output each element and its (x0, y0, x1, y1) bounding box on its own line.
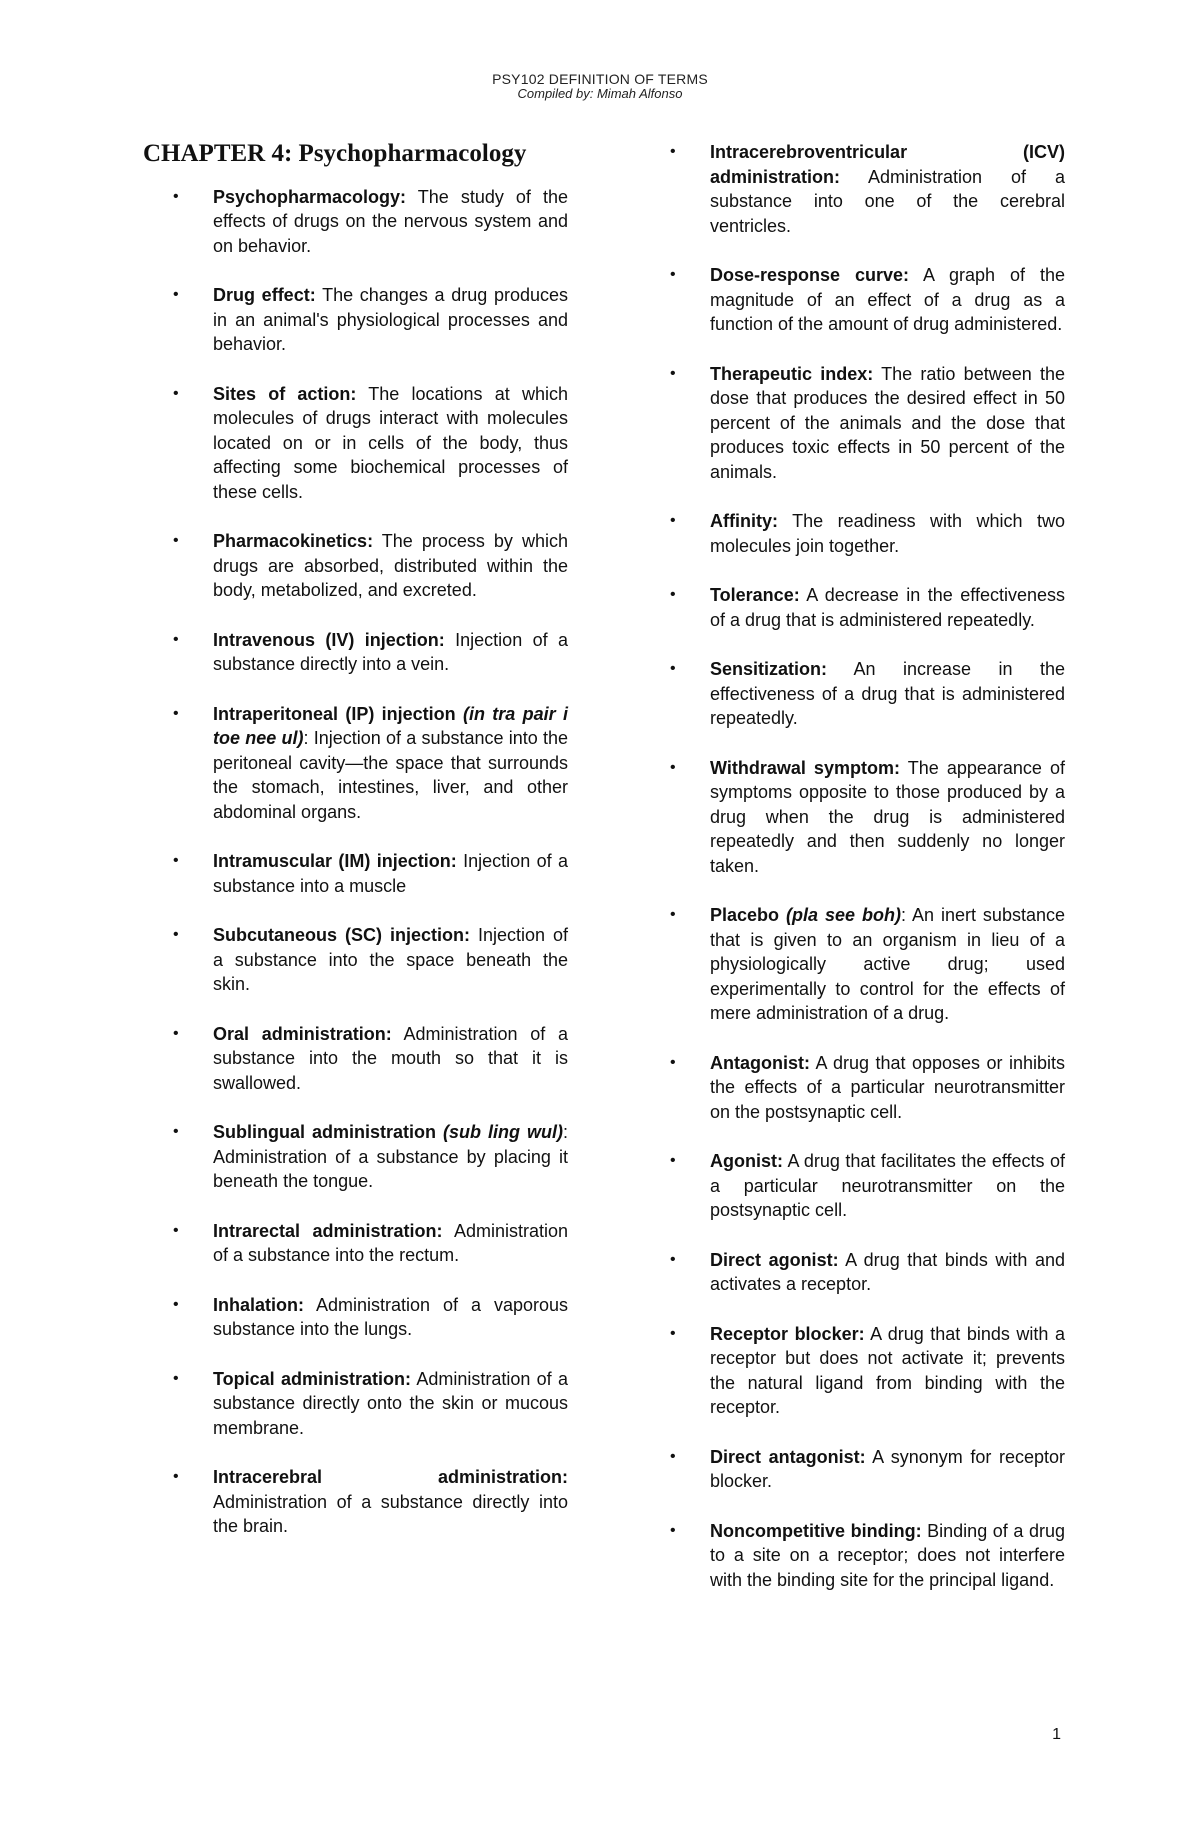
bullet-icon: • (670, 1447, 676, 1465)
term-definition: Administration of a substance into the mouth so that it is swallowed. (213, 1023, 568, 1093)
term-definition: Injection of a substance into a muscle (213, 851, 568, 896)
term-definition: The locations at which molecules of drugs interact with molecules located on or in cells of the body, thus affecting some biochemical processes of these cells. (213, 383, 568, 502)
term-label: Direct agonist: (710, 1249, 839, 1270)
term-label: Pharmacokinetics: (213, 531, 374, 552)
right-term-list (640, 140, 1065, 1592)
term-definition: A drug that opposes or inhibits the effects of a particular neurotransmitter on the postsynaptic cell. (710, 1052, 1065, 1122)
term-entry (143, 1219, 568, 1268)
term-definition: A drug that binds with a receptor but does not activate it; prevents the natural ligand from binding with the receptor. (710, 1323, 1065, 1417)
left-column (143, 140, 568, 1564)
term-entry (640, 1149, 1065, 1223)
term-label: Tolerance: (710, 585, 800, 605)
term-entry (143, 1022, 568, 1096)
term-entry (640, 903, 1065, 1026)
term-label: Noncompetitive binding: (710, 1520, 922, 1541)
term-entry (640, 1445, 1065, 1494)
term-entry (640, 1051, 1065, 1125)
term-entry (640, 1519, 1065, 1593)
term-definition: Injection of a substance directly into a vein. (213, 629, 568, 675)
bullet-icon: • (173, 1123, 179, 1141)
term-pronunciation: (pla see boh) (779, 905, 901, 925)
term-label: Therapeutic index: (710, 363, 874, 384)
bullet-icon: • (173, 1468, 179, 1486)
page-number: 1 (1052, 1726, 1061, 1743)
term-definition: Administration of a substance directly onto the skin or mucous membrane. (213, 1368, 568, 1438)
term-entry (143, 1367, 568, 1441)
term-definition: The process by which drugs are absorbed, distributed within the body, metabolized, and excreted. (213, 531, 568, 601)
left-term-list (143, 185, 568, 1539)
term-entry (143, 1465, 568, 1539)
term-definition: Administration of a vaporous substance into the lungs. (213, 1294, 568, 1340)
term-label: Sites of action: (213, 383, 357, 404)
bullet-icon: • (173, 384, 179, 402)
term-definition: A drug that binds with and activates a receptor. (710, 1249, 1065, 1294)
bullet-icon: • (173, 1369, 179, 1387)
term-entry (143, 382, 568, 505)
term-entry (640, 509, 1065, 558)
term-definition: An increase in the effectiveness of a drug that is administered repeatedly. (710, 659, 1065, 728)
term-label: Inhalation: (213, 1294, 304, 1315)
term-entry (640, 1322, 1065, 1420)
bullet-icon: • (670, 512, 676, 529)
term-definition: A drug that facilitates the effects of a particular neurotransmitter on the postsynaptic cell. (710, 1151, 1065, 1220)
term-label: Intraperitoneal (IP) injection (213, 703, 456, 724)
term-entry (640, 657, 1065, 731)
term-entry (143, 1120, 568, 1194)
term-label: Affinity: (710, 511, 778, 531)
term-definition: A synonym for receptor blocker. (710, 1446, 1065, 1491)
term-definition: Injection of a substance into the space beneath the skin. (213, 925, 568, 995)
term-definition: A decrease in the effectiveness of a drug that is administered repeatedly. (710, 585, 1065, 630)
term-entry (143, 529, 568, 603)
term-label: Withdrawal symptom: (710, 757, 900, 778)
bullet-icon: • (670, 1152, 676, 1169)
bullet-icon: • (173, 1221, 179, 1239)
term-label: Drug effect: (213, 285, 316, 306)
bullet-icon: • (173, 704, 179, 722)
term-label: Agonist: (710, 1151, 783, 1171)
bullet-icon: • (670, 586, 676, 603)
term-label: Intrarectal administration: (213, 1220, 443, 1241)
term-label: Oral administration: (213, 1023, 392, 1044)
bullet-icon: • (670, 1250, 676, 1268)
bullet-icon: • (173, 187, 179, 205)
bullet-icon: • (173, 1295, 179, 1313)
term-definition: Administration of a substance directly into the brain. (213, 1491, 568, 1537)
term-definition: : An inert substance that is given to an organism in lieu of a physiologically active drug; used experimentally to control for the effects of mere administration of a drug. (710, 905, 1065, 1023)
page-header (0, 72, 1200, 100)
term-pronunciation: (sub ling wul) (436, 1122, 563, 1143)
bullet-icon: • (173, 926, 179, 944)
term-label: Receptor blocker: (710, 1323, 865, 1344)
compiled-by-line: Compiled by: Mimah Alfonso (517, 85, 683, 101)
term-label: Placebo (710, 905, 780, 925)
term-label: Subcutaneous (SC) injection: (213, 925, 470, 946)
term-entry (143, 923, 568, 997)
bullet-icon: • (670, 906, 676, 923)
term-definition: A graph of the magnitude of an effect of a drug as a function of the amount of drug administered. (710, 265, 1065, 334)
term-definition: The readiness with which two molecules join together. (710, 511, 1065, 556)
term-label: Intramuscular (IM) injection: (213, 851, 457, 872)
term-label: Intracerebral administration: (213, 1467, 568, 1488)
right-column (640, 140, 1065, 1617)
chapter-title: CHAPTER 4: Psychopharmacology (143, 140, 527, 167)
term-entry (640, 756, 1065, 879)
term-label: Dose-response curve: (710, 265, 910, 285)
document-title: PSY102 DEFINITION OF TERMS (492, 71, 708, 87)
term-label: Intracerebroventricular (ICV) administration: (710, 142, 1065, 187)
bullet-icon: • (670, 1521, 676, 1539)
term-entry (640, 1248, 1065, 1297)
bullet-icon: • (670, 1053, 676, 1071)
term-definition: The study of the effects of drugs on the nervous system and on behavior. (213, 186, 568, 256)
bullet-icon: • (670, 660, 676, 677)
term-pronunciation: (in tra pair i toe nee ul) (213, 703, 568, 749)
term-entry (143, 628, 568, 677)
term-definition: The appearance of symptoms opposite to those produced by a drug when the drug is administered repeatedly and then suddenly no longer taken. (710, 757, 1065, 876)
bullet-icon: • (173, 286, 179, 304)
term-entry (640, 140, 1065, 238)
term-label: Topical administration: (213, 1368, 411, 1389)
bullet-icon: • (670, 143, 676, 160)
term-entry (640, 263, 1065, 337)
bullet-icon: • (173, 852, 179, 870)
term-definition: Administration of a substance into the rectum. (213, 1220, 568, 1266)
bullet-icon: • (173, 1024, 179, 1042)
bullet-icon: • (670, 758, 676, 776)
bullet-icon: • (173, 532, 179, 550)
term-entry (143, 1293, 568, 1342)
term-entry (143, 283, 568, 357)
term-entry (143, 185, 568, 259)
term-entry (640, 583, 1065, 632)
term-entry (143, 849, 568, 898)
term-definition: Administration of a substance into one of the cerebral ventricles. (710, 166, 1065, 236)
term-definition: The ratio between the dose that produces the desired effect in 50 percent of the animals and the dose that produces toxic effects in 50 percent of the animals. (710, 363, 1065, 482)
term-label: Direct antagonist: (710, 1446, 866, 1467)
term-label: Psychopharmacology: (213, 186, 407, 207)
bullet-icon: • (670, 1324, 676, 1342)
term-label: Intravenous (IV) injection: (213, 629, 445, 650)
term-definition: The changes a drug produces in an animal's physiological processes and behavior. (213, 285, 568, 355)
bullet-icon: • (173, 630, 179, 648)
bullet-icon: • (670, 364, 676, 382)
term-definition: Binding of a drug to a site on a receptor; does not interfere with the binding site for the principal ligand. (710, 1520, 1065, 1590)
term-label: Sublingual administration (213, 1122, 437, 1143)
term-entry (640, 362, 1065, 485)
term-label: Sensitization: (710, 659, 828, 679)
term-entry (143, 702, 568, 825)
bullet-icon: • (670, 266, 676, 283)
term-definition: : Administration of a substance by placing it beneath the tongue. (213, 1122, 569, 1192)
term-label: Antagonist: (710, 1052, 810, 1073)
term-definition: : Injection of a substance into the peritoneal cavity—the space that surrounds the stomach, intestines, liver, and other abdominal organs. (213, 728, 568, 822)
